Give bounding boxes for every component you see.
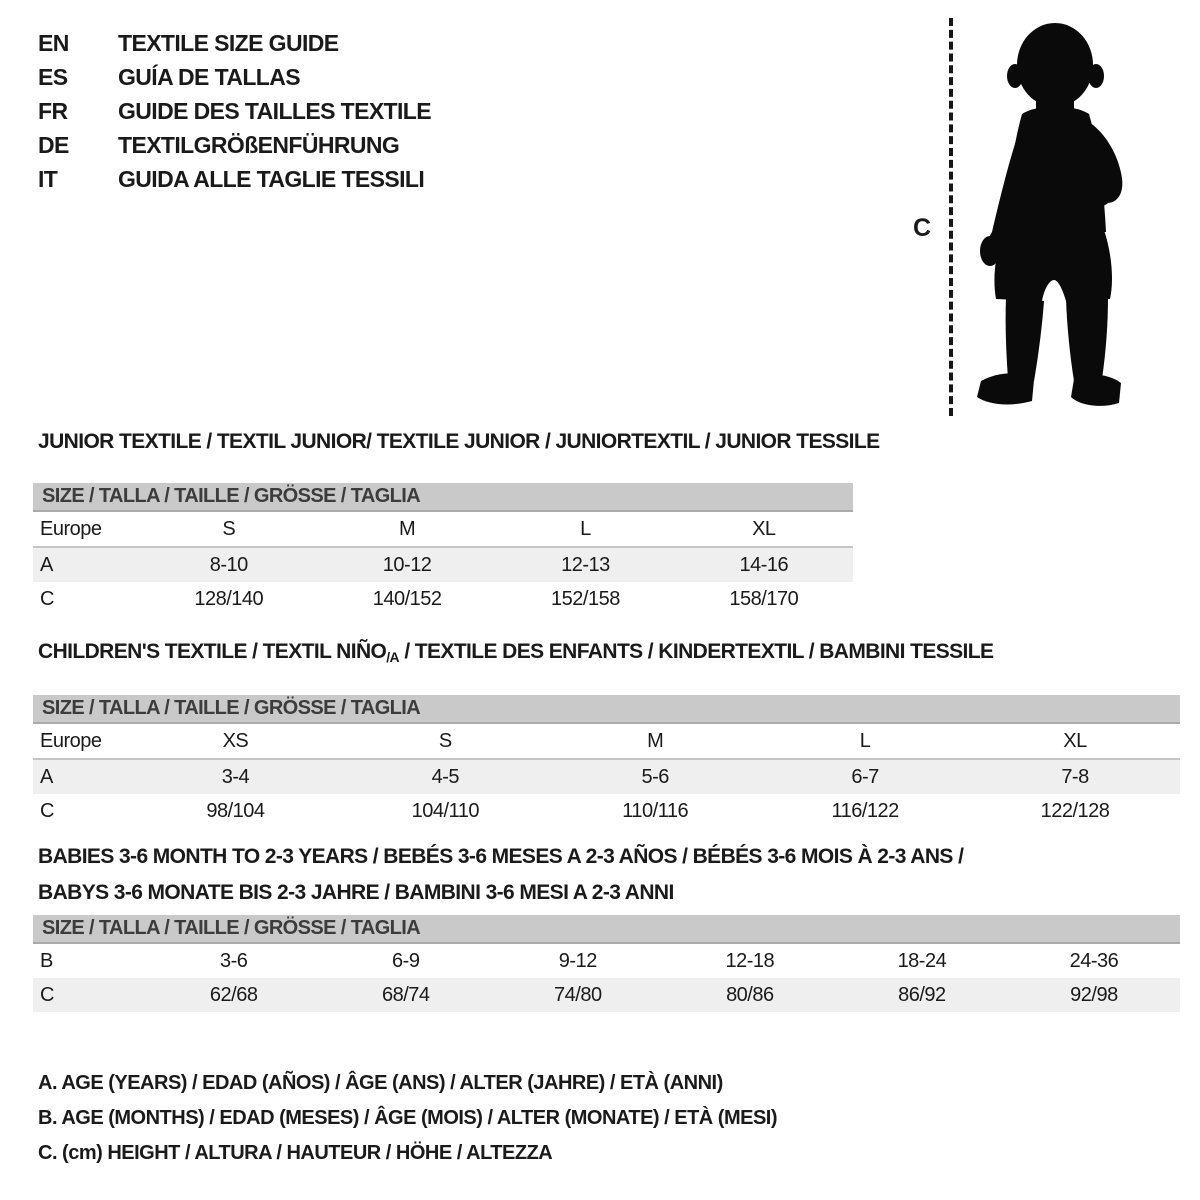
size-cell: M [318,512,496,547]
language-code: DE [38,132,69,158]
babies-section-title-line2: BABYS 3-6 MONATE BIS 2-3 JAHRE / BAMBINI 3-6 MESI A 2-3 ANNI [38,881,674,904]
children-row-europe [33,724,1180,759]
age-cell: 5-6 [641,765,669,788]
babies-row-height [33,978,1180,1012]
section-junior-textile [33,430,880,616]
guide-title-fr: GUIDE DES TAILLES TEXTILE [118,98,431,124]
size-cell: L [760,724,970,759]
language-row-fr [38,94,431,128]
size-cell: XL [675,512,853,547]
row-label: C [40,983,54,1006]
children-section-title [38,641,1180,668]
height-dashed-line [949,18,953,416]
section-childrens-textile [33,641,1180,828]
months-cell: 12-18 [725,949,775,972]
size-cell: S [140,512,318,547]
children-title-suffix: / TEXTILE DES ENFANTS / KINDERTEXTIL / BAMBINI TESSILE [399,640,994,663]
height-cell: 98/104 [206,799,265,822]
legend [38,1066,777,1171]
language-code: EN [38,30,69,56]
language-code: ES [38,64,68,90]
children-size-header-bar: SIZE / TALLA / TAILLE / GRÖSSE / TAGLIA [33,695,1180,724]
age-cell: 4-5 [431,765,460,788]
guide-title-de: TEXTILGRÖßENFÜHRUNG [118,132,400,158]
row-label: B [40,949,53,972]
height-cell: 128/140 [194,587,264,610]
children-title-prefix: CHILDREN'S TEXTILE / TEXTIL NIÑO [38,640,387,663]
babies-section-title-line1: BABIES 3-6 MONTH TO 2-3 YEARS / BEBÉS 3-6 MESES A 2-3 AÑOS / BÉBÉS 3-6 MOIS À 2-3 ANS / [38,845,964,868]
row-label: Europe [33,724,130,759]
height-cell: 110/116 [622,799,689,822]
junior-row-height [33,582,853,616]
size-cell: M [550,724,760,759]
language-row-it [38,162,431,196]
months-cell: 6-9 [392,949,420,972]
row-label: C [40,799,54,822]
age-cell: 8-10 [209,553,248,576]
height-cell: 158/170 [729,587,799,610]
months-cell: 24-36 [1069,949,1119,972]
size-cell: XS [130,724,340,759]
height-cell: 104/110 [411,799,479,822]
language-row-es [38,60,431,94]
babies-size-table [33,944,1180,1012]
language-title-list [38,26,431,196]
size-cell: XL [970,724,1180,759]
toddler-silhouette-icon [962,18,1142,418]
age-cell: 10-12 [382,553,432,576]
children-size-table [33,724,1180,828]
junior-row-age [33,547,853,582]
language-code: IT [38,166,58,192]
children-row-age [33,759,1180,794]
months-cell: 18-24 [897,949,947,972]
height-cell: 116/122 [831,799,899,822]
months-cell: 9-12 [558,949,597,972]
size-cell: L [496,512,674,547]
legend-line-b: B. AGE (MONTHS) / EDAD (MESES) / ÂGE (MOIS) / ALTER (MONATE) / ETÀ (MESI) [38,1107,778,1129]
height-cell: 62/68 [209,983,258,1006]
age-cell: 7-8 [1061,765,1089,788]
size-cell: S [340,724,550,759]
babies-row-months [33,944,1180,978]
height-cell: 80/86 [726,983,774,1006]
row-label: C [40,587,54,610]
age-cell: 6-7 [851,765,879,788]
months-cell: 3-6 [220,949,248,972]
height-cell: 74/80 [554,983,602,1006]
children-title-subscript: /A [386,649,400,665]
section-babies-textile [33,846,1180,1012]
junior-section-title: JUNIOR TEXTILE / TEXTIL JUNIOR/ TEXTILE JUNIOR / JUNIORTEXTIL / JUNIOR TESSILE [38,430,880,453]
children-row-height [33,794,1180,828]
language-row-de [38,128,431,162]
legend-line-a: A. AGE (YEARS) / EDAD (AÑOS) / ÂGE (ANS) / ALTER (JAHRE) / ETÀ (ANNI) [38,1072,723,1094]
row-label: Europe [33,512,140,547]
height-marker-label: C [913,214,932,242]
age-cell: 12-13 [561,553,610,576]
age-cell: 3-4 [221,765,250,788]
height-cell: 140/152 [372,587,442,610]
junior-row-europe [33,512,853,547]
height-cell: 122/128 [1040,799,1110,822]
row-label: A [40,553,53,576]
height-cell: 152/158 [551,587,620,610]
legend-line-c: C. (cm) HEIGHT / ALTURA / HAUTEUR / HÖHE / ALTEZZA [38,1142,553,1164]
height-cell: 68/74 [381,983,430,1006]
guide-title-es: GUÍA DE TALLAS [118,64,300,90]
height-cell: 86/92 [898,983,946,1006]
guide-title-it: GUIDA ALLE TAGLIE TESSILI [118,166,425,192]
junior-size-header-bar: SIZE / TALLA / TAILLE / GRÖSSE / TAGLIA [33,483,853,512]
row-label: A [40,765,53,788]
language-row-en [38,26,431,60]
guide-title-en: TEXTILE SIZE GUIDE [118,30,339,56]
junior-size-table [33,512,853,616]
language-code: FR [38,98,68,124]
babies-size-header-bar: SIZE / TALLA / TAILLE / GRÖSSE / TAGLIA [33,915,1180,944]
age-cell: 14-16 [739,553,789,576]
height-cell: 92/98 [1070,983,1118,1006]
